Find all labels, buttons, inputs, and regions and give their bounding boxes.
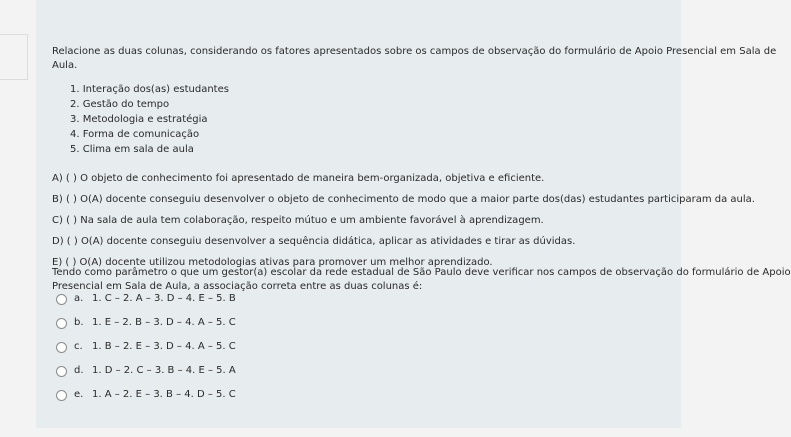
- column-one-list: [70, 82, 229, 157]
- list-item: 2. Gestão do tempo: [70, 99, 170, 110]
- option-text: 1. D – 2. C – 3. B – 4. E – 5. A: [92, 365, 236, 376]
- radio-button[interactable]: [56, 318, 67, 329]
- option-letter: e.: [74, 389, 84, 400]
- option-text: 1. E – 2. B – 3. D – 4. A – 5. C: [92, 317, 236, 328]
- radio-button[interactable]: [56, 342, 67, 353]
- prompt-line: Tendo como parâmetro o que um gestor(a) escolar da rede estadual de São Paulo deve verificar nos campos de observação do formulário de Apoio: [52, 267, 791, 278]
- statement-item: A) ( ) O objeto de conhecimento foi apresentado de maneira bem-organizada, objetiva e eficiente.: [52, 173, 545, 184]
- option-letter: c.: [74, 341, 83, 352]
- column-two-list: [52, 168, 755, 273]
- question-panel: [36, 0, 791, 428]
- intro-line: Aula.: [52, 60, 78, 71]
- prompt-line: Presencial em Sala de Aula, a associação correta entre as duas colunas é:: [52, 281, 423, 292]
- option-letter: b.: [74, 317, 84, 328]
- option-text: 1. B – 2. E – 3. D – 4. A – 5. C: [92, 341, 236, 352]
- statement-item: C) ( ) Na sala de aula tem colaboração, respeito mútuo e um ambiente favorável à aprendizagem.: [52, 215, 544, 226]
- question-intro: [52, 45, 776, 73]
- statement-item: E) ( ) O(A) docente utilizou metodologias ativas para promover um melhor aprendizado.: [52, 257, 493, 268]
- radio-button[interactable]: [56, 294, 67, 305]
- list-item: 3. Metodologia e estratégia: [70, 114, 208, 125]
- list-item: 1. Interação dos(as) estudantes: [70, 84, 229, 95]
- option-letter: d.: [74, 365, 84, 376]
- option-letter: a.: [74, 293, 84, 304]
- statement-item: B) ( ) O(A) docente conseguiu desenvolver o objeto de conhecimento de modo que a maior parte dos(das) estudantes participaram da aula.: [52, 194, 755, 205]
- option-text: 1. C – 2. A – 3. D – 4. E – 5. B: [92, 293, 236, 304]
- intro-line: Relacione as duas colunas, considerando os fatores apresentados sobre os campos de observação do formulário de Apoio Presencial em Sala de: [52, 46, 777, 57]
- radio-button[interactable]: [56, 390, 67, 401]
- option-text: 1. A – 2. E – 3. B – 4. D – 5. C: [92, 389, 236, 400]
- list-item: 4. Forma de comunicação: [70, 129, 200, 140]
- radio-button[interactable]: [56, 366, 67, 377]
- statement-item: D) ( ) O(A) docente conseguiu desenvolver a sequência didática, aplicar as atividades e tirar as dúvidas.: [52, 236, 576, 247]
- list-item: 5. Clima em sala de aula: [70, 144, 194, 155]
- question-info-box: [0, 34, 28, 80]
